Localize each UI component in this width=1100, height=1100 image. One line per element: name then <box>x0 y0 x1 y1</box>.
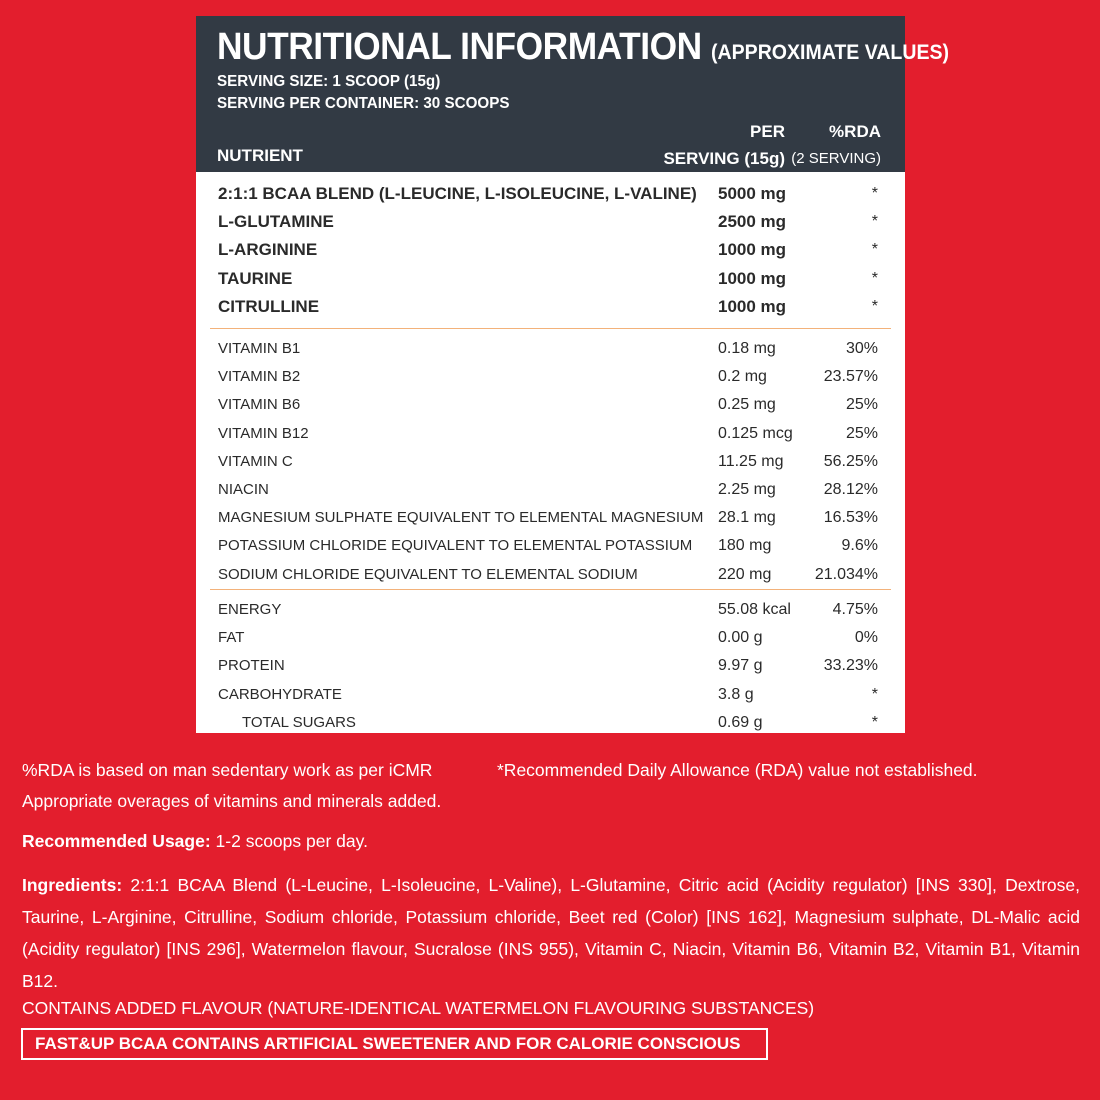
nutrient-amount: 0.00 g <box>718 629 763 647</box>
nutrient-amount: 0.2 mg <box>718 368 767 386</box>
table-row <box>210 293 891 321</box>
nutrient-amount: 1000 mg <box>718 240 787 260</box>
nutrient-amount: 0.69 g <box>718 713 763 731</box>
nutrient-amount: 220 mg <box>718 565 772 583</box>
nutrient-amount: 11.25 mg <box>718 452 784 470</box>
ingredients-text: 2:1:1 BCAA Blend (L-Leucine, L-Isoleucine, L-Valine), L-Glutamine, Citric acid (Acidity regulator) [INS 330], Dextrose, Taurine, L-Arginine, Citrulline, Sodium chloride, Potassium chloride, Beet red (Color) [INS 162], Magnesium sulphate, DL-Malic acid (Acidity regulator) [INS 296], Watermelon flavour, Sucralose (INS 955), Vitamin C, Niacin, Vitamin B6, Vitamin B2, Vitamin B1, Vitamin B12. <box>22 875 1080 991</box>
nutrient-rda: 23.57% <box>823 368 878 386</box>
nutrient-rda: 28.12% <box>823 480 878 498</box>
nutrient-name: ENERGY <box>218 601 282 618</box>
table-section-vitamins-minerals <box>210 328 891 589</box>
nutrient-amount: 1000 mg <box>718 296 787 316</box>
serving-per-container: SERVING PER CONTAINER: 30 SCOOPS <box>217 95 510 112</box>
column-header-per-line1: PER <box>750 122 785 141</box>
nutrient-rda: * <box>871 185 878 202</box>
nutrient-name: FAT <box>218 629 245 647</box>
nutrition-header <box>196 16 950 172</box>
nutrient-amount: 0.18 mg <box>718 340 776 357</box>
column-header-per-serving <box>663 118 785 172</box>
nutrient-name: L-ARGININE <box>218 240 318 260</box>
nutrient-name: POTASSIUM CHLORIDE EQUIVALENT TO ELEMENTAL POTASSIUM <box>218 537 693 555</box>
nutrient-rda: * <box>871 213 878 231</box>
nutrient-name: CARBOHYDRATE <box>218 685 342 703</box>
ingredients-label: Ingredients: <box>22 875 123 895</box>
table-row <box>210 532 891 560</box>
nutrient-rda: 25% <box>845 424 878 442</box>
usage-text: 1-2 scoops per day. <box>210 831 368 851</box>
nutrient-amount: 55.08 kcal <box>718 601 791 618</box>
contains-flavour-note: CONTAINS ADDED FLAVOUR (NATURE-IDENTICAL WATERMELON FLAVOURING SUBSTANCES) <box>22 998 815 1018</box>
nutrient-rda: 21.034% <box>814 565 878 583</box>
table-row <box>210 652 891 680</box>
nutrient-rda: * <box>871 241 878 259</box>
table-row <box>210 681 891 709</box>
nutrient-rda: 0% <box>854 629 878 647</box>
nutrient-amount: 5000 mg <box>718 184 787 203</box>
ingredients <box>22 869 1080 997</box>
nutrient-amount: 1000 mg <box>718 268 787 288</box>
table-row <box>210 363 891 391</box>
table-row <box>210 236 891 264</box>
nutrient-name: PROTEIN <box>218 657 285 675</box>
nutrient-name: TAURINE <box>218 268 293 288</box>
column-header-per-line2: SERVING (15g) <box>663 149 785 168</box>
table-row <box>210 265 891 293</box>
nutrient-name: L-GLUTAMINE <box>218 212 334 232</box>
nutrient-name: SODIUM CHLORIDE EQUIVALENT TO ELEMENTAL SODIUM <box>218 565 638 583</box>
table-section-macros <box>210 589 891 737</box>
nutrient-rda: 4.75% <box>832 601 878 618</box>
table-row <box>210 448 891 476</box>
title-note: (APPROXIMATE VALUES) <box>711 41 950 64</box>
table-row <box>210 624 891 652</box>
nutrient-amount: 0.125 mcg <box>718 424 793 442</box>
nutrient-name: VITAMIN B6 <box>218 396 301 414</box>
nutrient-name: VITAMIN B1 <box>218 340 301 357</box>
table-row <box>210 391 891 419</box>
title-text: NUTRITIONAL INFORMATION <box>217 26 702 68</box>
nutrient-rda: 33.23% <box>823 657 878 675</box>
nutrient-rda: 30% <box>845 340 878 357</box>
nutrient-name: VITAMIN B2 <box>218 368 301 386</box>
nutrient-rda: 9.6% <box>841 537 878 555</box>
overages-note: Appropriate overages of vitamins and minerals added. <box>22 791 442 811</box>
nutrient-rda: 25% <box>845 396 878 414</box>
nutrient-rda: 16.53% <box>823 509 878 527</box>
nutrient-rda: 56.25% <box>823 452 878 470</box>
table-row <box>210 208 891 236</box>
page-title <box>217 26 949 69</box>
nutrient-amount: 0.25 mg <box>718 396 776 414</box>
nutrient-rda: * <box>871 685 878 703</box>
nutrient-amount: 28.1 mg <box>718 509 776 527</box>
nutrition-panel <box>196 16 950 733</box>
nutrient-name: 2:1:1 BCAA BLEND (L-LEUCINE, L-ISOLEUCINE, L-VALINE) <box>218 184 697 203</box>
column-header-nutrient: NUTRIENT <box>217 146 303 165</box>
table-row <box>210 709 891 737</box>
table-row <box>210 420 891 448</box>
nutrient-name: VITAMIN B12 <box>218 424 309 442</box>
rda-not-established-note: *Recommended Daily Allowance (RDA) value not established. <box>497 760 978 780</box>
table-row <box>210 180 891 208</box>
table-row <box>210 335 891 363</box>
nutrient-name: MAGNESIUM SULPHATE EQUIVALENT TO ELEMENTAL MAGNESIUM <box>218 509 704 527</box>
column-header-rda-line1: %RDA <box>829 122 881 141</box>
column-header-rda-line2: (2 SERVING) <box>791 150 881 167</box>
nutrient-name: TOTAL SUGARS <box>242 713 356 731</box>
nutrient-amount: 2.25 mg <box>718 480 776 498</box>
nutrient-amount: 2500 mg <box>718 212 787 232</box>
table-row <box>210 561 891 589</box>
table-row <box>210 504 891 532</box>
warning-banner: FAST&UP BCAA CONTAINS ARTIFICIAL SWEETENER AND FOR CALORIE CONSCIOUS <box>21 1028 768 1060</box>
nutrient-amount: 180 mg <box>718 537 772 555</box>
nutrient-amount: 3.8 g <box>718 685 754 703</box>
table-section-amino-acids <box>210 180 891 321</box>
recommended-usage <box>22 831 368 852</box>
nutrient-name: NIACIN <box>218 480 269 498</box>
table-row <box>210 596 891 624</box>
usage-label: Recommended Usage: <box>22 831 211 851</box>
nutrient-name: CITRULLINE <box>218 296 320 316</box>
nutrient-amount: 9.97 g <box>718 657 763 675</box>
serving-size: SERVING SIZE: 1 SCOOP (15g) <box>217 73 441 90</box>
nutrient-rda: * <box>871 713 878 731</box>
nutrient-name: VITAMIN C <box>218 452 293 470</box>
rda-basis-note: %RDA is based on man sedentary work as per iCMR <box>22 760 433 780</box>
nutrient-rda: * <box>871 269 878 287</box>
table-row <box>210 476 891 504</box>
nutrient-rda: * <box>871 297 878 315</box>
column-header-rda <box>791 118 881 172</box>
